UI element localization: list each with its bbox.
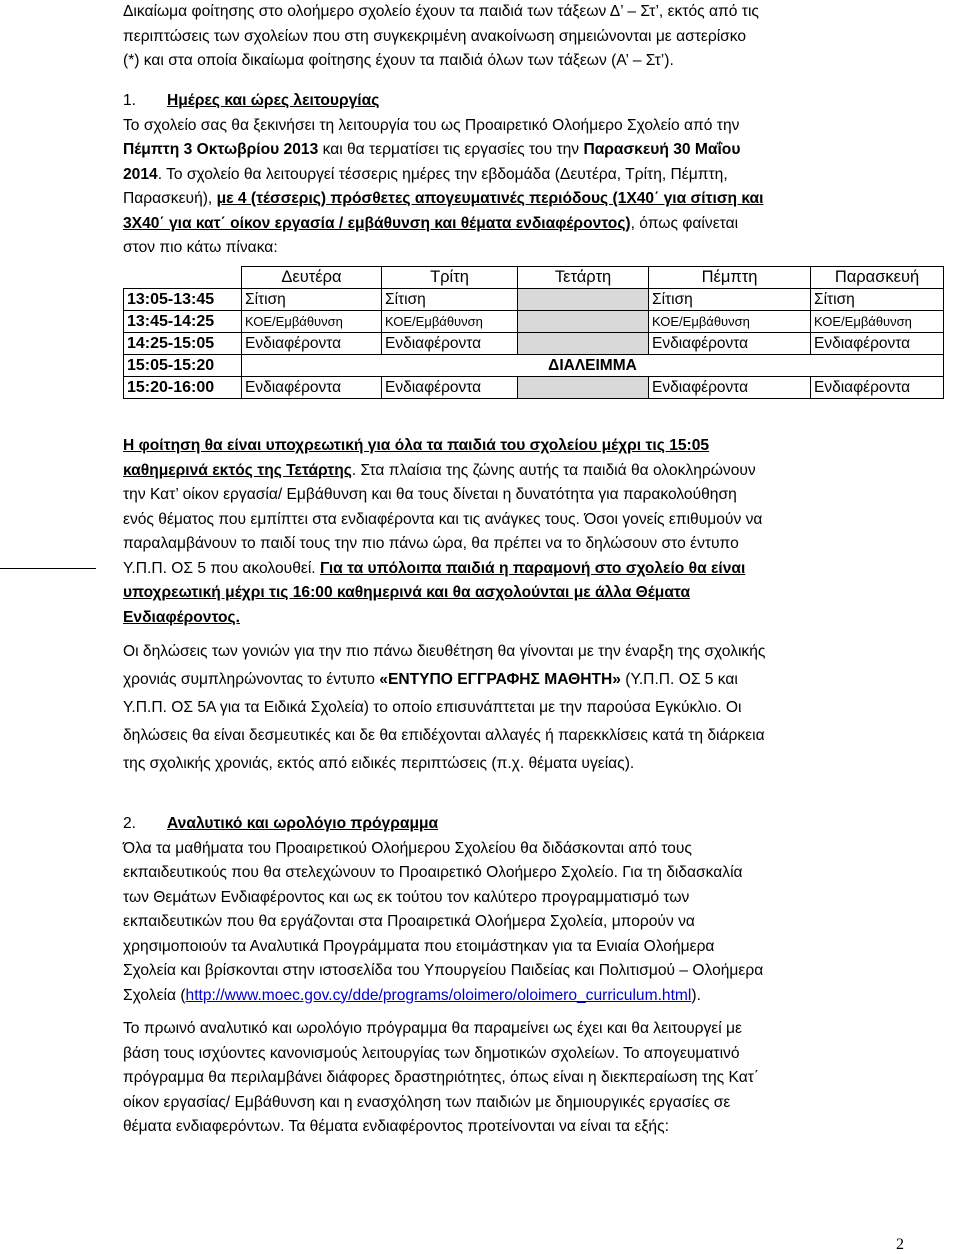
- table-cell: ΚΟΕ/Εμβάθυνση: [811, 311, 944, 333]
- paragraph-line: ενός θέματος που εμπίπτει στα ενδιαφέροντα και τις ανάγκες τους. Όσοι γονείς επιθυμούν να: [123, 510, 763, 528]
- paragraph-line: Πέμπτη 3 Οκτωβρίου 2013 και θα τερματίσει τις εργασίες του την Παρασκευή 30 Μαΐου: [123, 141, 741, 158]
- section-number: 1.: [123, 92, 137, 109]
- shaded-cell: [518, 311, 649, 333]
- table-cell: Ενδιαφέροντα: [242, 333, 382, 355]
- table-cell: ΚΟΕ/Εμβάθυνση: [382, 311, 518, 333]
- time-cell: 13:45-14:25: [124, 311, 242, 333]
- morning-program-paragraph: [123, 1017, 943, 1140]
- intro-paragraph: [123, 0, 943, 74]
- table-row: [124, 311, 944, 333]
- shaded-cell: [518, 377, 649, 399]
- paragraph-line: δηλώσεις θα είναι δεσμευτικές και δε θα επιδέχονται αλλαγές ή παρεκκλίσεις κατά τη διάρκεια: [123, 727, 765, 744]
- margin-rule: [0, 568, 96, 569]
- table-cell: Σίτιση: [811, 289, 944, 311]
- paragraph-line: Το σχολείο σας θα ξεκινήσει τη λειτουργία του ως Προαιρετικό Ολοήμερο Σχολείο από την: [123, 116, 740, 134]
- section-1: [123, 89, 943, 261]
- shaded-cell: [518, 289, 649, 311]
- paragraph-line: Οι δηλώσεις των γονιών για την πιο πάνω διευθέτηση θα γίνονται με την έναρξη της σχολικής: [123, 643, 766, 660]
- column-header: Δευτέρα: [242, 267, 382, 289]
- paragraph-line: Το πρωινό αναλυτικό και ωρολόγιο πρόγραμμα θα παραμείνει ως έχει και θα λειτουργεί με: [123, 1020, 742, 1037]
- table-cell: Ενδιαφέροντα: [382, 333, 518, 355]
- table-cell: Ενδιαφέροντα: [649, 333, 811, 355]
- table-row: [124, 333, 944, 355]
- break-cell: ΔΙΑΛΕΙΜΜΑ: [242, 355, 944, 377]
- time-cell: 14:25-15:05: [124, 333, 242, 355]
- table-cell: Ενδιαφέροντα: [811, 377, 944, 399]
- paragraph-line: χρησιμοποιούν τα Αναλυτικά Προγράμματα που ετοιμάστηκαν για τα Ενιαία Ολοήμερα: [123, 937, 715, 955]
- paragraph-line: Ενδιαφέροντος.: [123, 608, 240, 626]
- paragraph-line: της σχολικής χρονιάς, εκτός από ειδικές περιπτώσεις (π.χ. θέματα υγείας).: [123, 755, 635, 772]
- paragraph-line: πρόγραμμα θα περιλαμβάνει διάφορες δραστηριότητες, όπως είναι η διεκπεραίωση της Κατ΄: [123, 1069, 760, 1086]
- page-number: 2: [896, 1236, 904, 1253]
- section-number: 2.: [123, 815, 137, 832]
- section-2-heading: [123, 812, 943, 837]
- column-header: Παρασκευή: [811, 267, 944, 289]
- intro-line: (*) και στα οποία δικαίωμα φοίτησης έχουν τα παιδιά όλων των τάξεων (Α’ – Στ’).: [123, 52, 674, 69]
- curriculum-link[interactable]: http://www.moec.gov.cy/dde/programs/oloimero/oloimero_curriculum.html: [185, 986, 692, 1004]
- table-cell: ΚΟΕ/Εμβάθυνση: [649, 311, 811, 333]
- table-cell: ΚΟΕ/Εμβάθυνση: [242, 311, 382, 333]
- paragraph-line: 3Χ40΄ για κατ΄ οίκον εργασία / εμβάθυνση και θέματα ενδιαφέροντος), όπως φαίνεται: [123, 214, 739, 232]
- time-cell: 15:20-16:00: [124, 377, 242, 399]
- schedule-table: [123, 266, 944, 399]
- paragraph-line: Υ.Π.Π. ΟΣ 5 που ακολουθεί. Για τα υπόλοιπα παιδιά η παραμονή στο σχολείο θα είναι: [123, 559, 746, 577]
- paragraph-line: οίκον εργασίας/ Εμβάθυνση και η ενασχόληση των παιδιών με δημιουργικές εργασίες σε: [123, 1093, 731, 1111]
- paragraph-line: Παρασκευή), με 4 (τέσσερις) πρόσθετες απογευματινές περιόδους (1Χ40΄ για σίτιση και: [123, 190, 764, 207]
- paragraph-line: Όλα τα μαθήματα του Προαιρετικού Ολοήμερου Σχολείου θα διδάσκονται από τους: [123, 839, 692, 857]
- table-corner: [124, 267, 242, 289]
- paragraph-line: υποχρεωτική μέχρι τις 16:00 καθημερινά και θα ασχολούνται με άλλα Θέματα: [123, 584, 691, 601]
- paragraph-line: εκπαιδευτικών που θα εργάζονται στα Προαιρετικά Ολοήμερα Σχολεία, μπορούν να: [123, 913, 695, 930]
- table-row: [124, 289, 944, 311]
- paragraph-line: Υ.Π.Π. ΟΣ 5Α για τα Ειδικά Σχολεία) το οποίο επισυνάπτεται με την παρούσα Εγκύκλιο. Οι: [123, 699, 742, 716]
- table-cell: Σίτιση: [242, 289, 382, 311]
- paragraph-line: στον πιο κάτω πίνακα:: [123, 239, 278, 256]
- table-header-row: [124, 267, 944, 289]
- paragraph-line: Σχολεία (http://www.moec.gov.cy/dde/programs/oloimero/oloimero_curriculum.html).: [123, 986, 701, 1004]
- paragraph-line: παραλαμβάνουν το παιδί τους την πιο πάνω ώρα, θα πρέπει να το δηλώσουν στο έντυπο: [123, 535, 739, 552]
- paragraph-line: βάση τους ισχύοντες κανονισμούς λειτουργίας των δημοτικών σχολείων. Το απογευματινό: [123, 1044, 740, 1062]
- declarations-paragraph: [123, 638, 943, 778]
- table-row: [124, 355, 944, 377]
- table-cell: Ενδιαφέροντα: [382, 377, 518, 399]
- table-row: [124, 377, 944, 399]
- start-date: Πέμπτη 3 Οκτωβρίου 2013: [123, 141, 319, 158]
- paragraph-line: χρονιάς συμπληρώνοντας το έντυπο «ΕΝΤΥΠΟ ΕΓΓΡΑΦΗΣ ΜΑΘΗΤΗ» (Υ.Π.Π. ΟΣ 5 και: [123, 671, 738, 688]
- column-header: Τρίτη: [382, 267, 518, 289]
- paragraph-line: 2014. Το σχολείο θα λειτουργεί τέσσερις ημέρες την εβδομάδα (Δευτέρα, Τρίτη, Πέμπτη,: [123, 165, 728, 183]
- paragraph-line: εκπαιδευτικούς που θα στελεχώνουν το Προαιρετικό Ολοήμερο Σχολείο. Για τη διδασκαλία: [123, 864, 743, 881]
- section-1-heading: [123, 89, 943, 114]
- shaded-cell: [518, 333, 649, 355]
- table-cell: Ενδιαφέροντα: [811, 333, 944, 355]
- intro-line: Δικαίωμα φοίτησης στο ολοήμερο σχολείο έχουν τα παιδιά των τάξεων Δ’ – Στ’, εκτός από τις: [123, 3, 759, 20]
- section-title: Αναλυτικό και ωρολόγιο πρόγραμμα: [167, 815, 439, 832]
- table-cell: Σίτιση: [649, 289, 811, 311]
- section-2: [123, 812, 943, 1008]
- paragraph-line: θέματα ενδιαφερόντων. Τα θέματα ενδιαφέροντος προτείνονται να είναι τα εξής:: [123, 1118, 669, 1135]
- paragraph-line: καθημερινά εκτός της Τετάρτης. Στα πλαίσια της ζώνης αυτής τα παιδιά θα ολοκληρώνουν: [123, 461, 756, 479]
- section-title: Ημέρες και ώρες λειτουργίας: [167, 92, 380, 109]
- attendance-paragraph: [123, 434, 943, 630]
- paragraph-line: Η φοίτηση θα είναι υποχρεωτική για όλα τα παιδιά του σχολείου μέχρι τις 15:05: [123, 437, 710, 454]
- time-cell: 13:05-13:45: [124, 289, 242, 311]
- table-cell: Ενδιαφέροντα: [242, 377, 382, 399]
- column-header: Τετάρτη: [518, 267, 649, 289]
- time-cell: 15:05-15:20: [124, 355, 242, 377]
- column-header: Πέμπτη: [649, 267, 811, 289]
- paragraph-line: Σχολεία και βρίσκονται στην ιστοσελίδα του Υπουργείου Παιδείας και Πολιτισμού – Ολοήμερα: [123, 962, 764, 979]
- end-date: Παρασκευή 30 Μαΐου: [583, 141, 741, 158]
- table-cell: Σίτιση: [382, 289, 518, 311]
- table-cell: Ενδιαφέροντα: [649, 377, 811, 399]
- intro-line: περιπτώσεις των σχολείων που στη συγκεκριμένη ανακοίνωση σημειώνονται με αστερίσκο: [123, 27, 747, 45]
- paragraph-line: την Κατ’ οίκον εργασία/ Εμβάθυνση και θα τους δίνεται η δυνατότητα για παρακολούθηση: [123, 486, 737, 503]
- paragraph-line: των Θεμάτων Ενδιαφέροντος και ως εκ τούτου τον καλύτερο προγραμματισμό των: [123, 888, 690, 906]
